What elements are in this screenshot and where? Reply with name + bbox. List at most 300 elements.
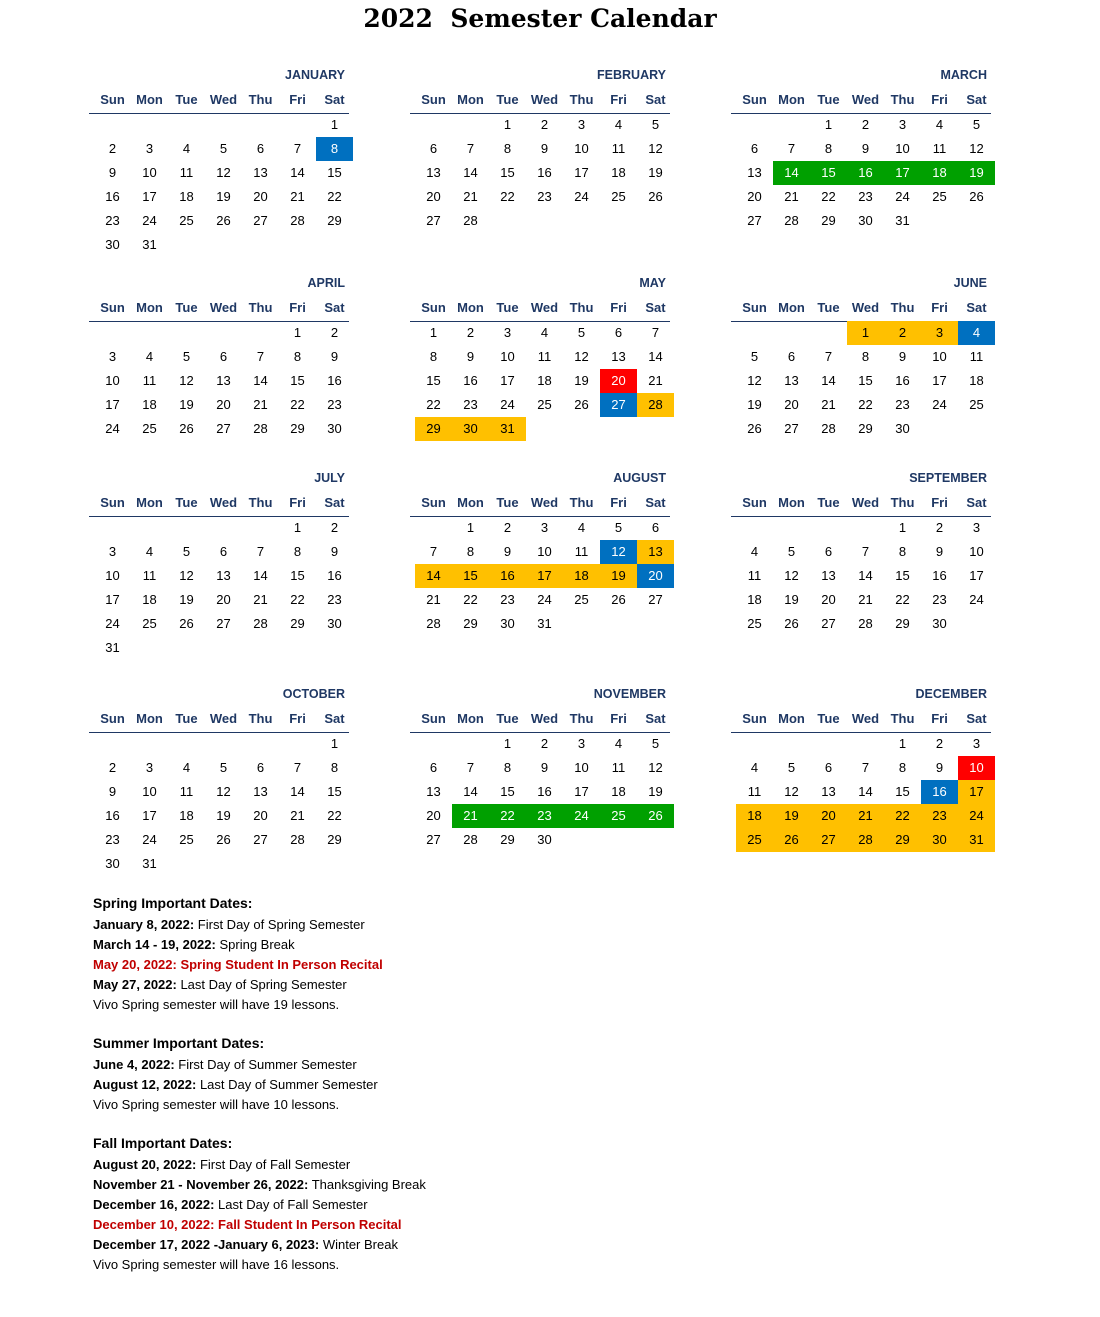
day-cell: 23 [105,213,120,228]
day-cell: 15 [290,373,305,388]
note-line [93,1075,793,1095]
day-cell: 25 [969,397,984,412]
day-cell: 11 [179,165,194,180]
day-cell: 26 [574,397,589,412]
month-name: SEPTEMBER [909,471,987,485]
weekday-label: Tue [817,495,840,510]
day-cell: 4 [750,760,759,775]
day-cell: 9 [108,165,117,180]
day-cell: 5 [182,544,191,559]
day-cell: 11 [747,568,762,583]
day-cell: 4 [750,544,759,559]
day-cell: 25 [574,592,589,607]
day-cell: 14 [858,568,873,583]
day-cell: 6 [256,760,265,775]
day-cell: 11 [611,760,626,775]
day-cell: 30 [858,213,873,228]
day-cell: 13 [216,373,231,388]
weekday-label: Mon [136,92,163,107]
day-cell: 30 [105,237,120,252]
day-cell: 26 [179,616,194,631]
day-cell-orange: 14 [415,564,452,588]
lesson-count-note [93,995,793,1015]
day-cell: 9 [935,760,944,775]
day-cell: 15 [327,165,342,180]
weekday-label: Fri [289,92,306,107]
day-cell: 24 [105,421,120,436]
day-cell: 10 [574,141,589,156]
day-cell: 10 [574,760,589,775]
note-text: Vivo Spring semester will have 16 lessons. [93,1257,340,1272]
note-line [93,1195,793,1215]
day-cell: 21 [290,808,305,823]
day-cell: 23 [895,397,910,412]
day-cell-orange: 23 [921,804,958,828]
weekday-label: Mon [778,300,805,315]
day-cell: 19 [179,397,194,412]
weekday-header [89,300,349,318]
note-date: December 17, 2022 -January 6, 2023: [93,1237,320,1252]
day-cell: 18 [179,808,194,823]
weekday-label: Sun [100,300,125,315]
day-cell: 22 [895,592,910,607]
weekday-label: Fri [610,711,627,726]
note-line [93,1055,793,1075]
note-date: November 21 - November 26, 2022: [93,1177,309,1192]
month-october [89,687,349,897]
weekday-label: Sun [421,92,446,107]
day-cell-green: 21 [452,804,489,828]
month-august [410,471,670,681]
note-date: December 16, 2022: [93,1197,215,1212]
day-cell: 7 [651,325,660,340]
weekday-label: Wed [530,495,559,510]
day-cell: 18 [179,189,194,204]
day-cell: 4 [540,325,549,340]
weekday-label: Wed [209,92,238,107]
weekday-header [410,711,670,729]
day-cell: 9 [330,544,339,559]
note-text: Last Day of Fall Semester [214,1197,368,1212]
day-cell-green: 23 [526,804,563,828]
month-name: JUNE [953,276,987,290]
day-cell: 14 [290,784,305,799]
section-heading: Fall Important Dates: [93,1135,233,1151]
day-cell: 22 [463,592,478,607]
day-cell: 26 [179,421,194,436]
day-cell: 8 [330,760,339,775]
weekday-label: Tue [175,300,198,315]
day-cell: 3 [540,520,549,535]
day-cell: 22 [426,397,441,412]
lesson-count-note [93,1255,793,1275]
day-cell: 18 [142,592,157,607]
day-cell: 26 [784,616,799,631]
day-cell-orange: 22 [884,804,921,828]
day-cell-green: 15 [810,161,847,185]
day-cell: 11 [747,784,762,799]
day-cell: 17 [142,808,157,823]
day-cell: 8 [293,349,302,364]
weekday-label: Sun [742,711,767,726]
note-text: Winter Break [319,1237,398,1252]
weekday-label: Tue [817,711,840,726]
note-text: Vivo Spring semester will have 10 lessons. [93,1097,340,1112]
spring-dates-section [93,895,793,1015]
weekday-header [410,92,670,110]
day-cell: 30 [327,616,342,631]
day-cell: 1 [330,117,339,132]
month-name: MARCH [940,68,987,82]
day-cell: 23 [105,832,120,847]
weekday-label: Sun [421,495,446,510]
day-cell: 29 [858,421,873,436]
weekday-label: Sun [100,711,125,726]
day-cell: 4 [577,520,586,535]
weekday-label: Tue [175,92,198,107]
day-cell: 17 [105,592,120,607]
weekday-label: Sun [100,495,125,510]
day-cell: 1 [503,117,512,132]
weekday-header [731,495,991,513]
day-cell: 8 [503,760,512,775]
weekday-label: Wed [209,300,238,315]
weekday-label: Wed [851,300,880,315]
day-cell: 8 [824,141,833,156]
day-cell: 11 [537,349,552,364]
day-cell: 1 [293,325,302,340]
day-cell: 28 [858,616,873,631]
weekday-label: Thu [569,300,594,315]
weekday-label: Thu [890,495,915,510]
day-cell: 13 [821,568,836,583]
fall-dates-section [93,1135,793,1275]
day-cell: 12 [216,165,231,180]
day-cell: 23 [500,592,515,607]
weekday-label: Mon [136,711,163,726]
day-cell: 4 [614,117,623,132]
day-cell: 5 [651,736,660,751]
day-cell: 20 [747,189,762,204]
day-cell: 5 [182,349,191,364]
day-cell: 15 [858,373,873,388]
day-cell: 2 [935,520,944,535]
day-cell: 18 [611,165,626,180]
day-cell: 26 [216,832,231,847]
weekday-label: Wed [851,92,880,107]
day-cell: 23 [858,189,873,204]
day-cell: 9 [935,544,944,559]
day-cell-orange: 24 [958,804,995,828]
weekday-label: Fri [931,300,948,315]
day-cell: 5 [614,520,623,535]
day-cell-orange: 17 [526,564,563,588]
day-cell: 18 [537,373,552,388]
day-cell: 29 [290,616,305,631]
weekday-label: Tue [496,711,519,726]
day-cell-orange: 30 [452,417,489,441]
day-cell: 25 [179,213,194,228]
weekday-label: Mon [457,92,484,107]
day-cell: 18 [969,373,984,388]
weekday-label: Fri [931,711,948,726]
weekday-label: Sat [645,92,666,107]
day-cell: 16 [895,373,910,388]
day-cell: 12 [747,373,762,388]
day-cell-orange: 1 [847,321,884,345]
month-march [731,68,991,278]
day-cell: 29 [895,616,910,631]
day-cell: 14 [463,784,478,799]
day-cell-blue: 16 [921,780,958,804]
day-cell: 17 [932,373,947,388]
day-cell: 21 [253,397,268,412]
weekday-label: Mon [778,92,805,107]
day-cell: 2 [861,117,870,132]
day-cell-green: 14 [773,161,810,185]
weekday-label: Fri [610,92,627,107]
day-cell: 12 [784,784,799,799]
day-cell: 24 [969,592,984,607]
day-cell: 26 [611,592,626,607]
note-text: Vivo Spring semester will have 19 lessons. [93,997,340,1012]
weekday-label: Mon [778,711,805,726]
day-cell-orange: 13 [637,540,674,564]
day-cell: 6 [750,141,759,156]
page-title: 2022 Semester Calendar [363,4,717,33]
day-cell: 7 [256,544,265,559]
weekday-label: Tue [175,495,198,510]
note-text: First Day of Spring Semester [194,917,365,932]
day-cell: 27 [821,616,836,631]
day-cell: 16 [537,165,552,180]
month-name: JANUARY [285,68,345,82]
day-cell: 1 [429,325,438,340]
day-cell-orange: 3 [921,321,958,345]
day-cell-orange: 31 [958,828,995,852]
day-cell: 1 [824,117,833,132]
day-cell: 27 [253,832,268,847]
weekday-label: Sun [421,711,446,726]
day-cell: 26 [747,421,762,436]
weekday-label: Sat [966,92,987,107]
weekday-label: Thu [248,711,273,726]
weekday-label: Thu [890,711,915,726]
day-cell: 26 [648,189,663,204]
day-cell: 14 [858,784,873,799]
weekday-label: Wed [851,711,880,726]
weekday-label: Thu [248,300,273,315]
weekday-label: Wed [530,92,559,107]
weekday-label: Thu [248,495,273,510]
day-cell: 28 [784,213,799,228]
day-cell: 5 [219,141,228,156]
day-cell: 5 [972,117,981,132]
day-cell: 7 [824,349,833,364]
day-cell: 2 [466,325,475,340]
note-date: March 14 - 19, 2022: [93,937,216,952]
day-cell: 4 [935,117,944,132]
day-cell: 25 [932,189,947,204]
day-cell: 20 [821,592,836,607]
day-cell: 7 [256,349,265,364]
day-cell: 6 [256,141,265,156]
note-date: December 10, 2022: Fall Student In Person Recital [93,1217,402,1232]
day-cell: 21 [648,373,663,388]
important-dates [93,895,793,1295]
day-cell: 9 [540,760,549,775]
month-name: FEBRUARY [597,68,666,82]
day-cell: 17 [574,165,589,180]
day-cell: 30 [895,421,910,436]
day-cell: 1 [898,736,907,751]
day-cell-orange: 28 [847,828,884,852]
day-cell: 8 [429,349,438,364]
note-line [93,915,793,935]
day-cell-blue: 20 [637,564,674,588]
day-cell: 20 [253,189,268,204]
day-cell: 15 [327,784,342,799]
day-cell-blue: 12 [600,540,637,564]
note-line [93,1155,793,1175]
day-cell: 19 [648,784,663,799]
day-cell: 20 [426,189,441,204]
day-cell: 2 [330,325,339,340]
weekday-label: Sat [966,711,987,726]
note-text: Thanksgiving Break [308,1177,426,1192]
day-cell: 5 [787,544,796,559]
weekday-label: Sat [966,300,987,315]
day-cell-green: 16 [847,161,884,185]
day-cell: 3 [577,736,586,751]
weekday-label: Mon [136,300,163,315]
note-date: May 20, 2022: Spring Student In Person Recital [93,957,383,972]
day-cell: 25 [179,832,194,847]
weekday-label: Sun [421,300,446,315]
day-cell: 6 [429,141,438,156]
day-cell: 29 [821,213,836,228]
day-cell: 29 [327,832,342,847]
day-cell-orange: 18 [736,804,773,828]
day-cell: 7 [861,544,870,559]
day-cell: 28 [821,421,836,436]
day-cell: 12 [179,373,194,388]
day-cell: 12 [784,568,799,583]
day-cell: 12 [179,568,194,583]
weekday-label: Tue [817,92,840,107]
day-cell: 11 [142,568,157,583]
day-cell: 9 [466,349,475,364]
day-cell: 8 [898,760,907,775]
day-cell: 13 [747,165,762,180]
day-cell: 5 [787,760,796,775]
day-cell: 16 [537,784,552,799]
summer-dates-section [93,1035,793,1115]
day-cell: 1 [898,520,907,535]
month-may [410,276,670,486]
day-cell: 12 [574,349,589,364]
day-cell: 21 [858,592,873,607]
day-cell: 28 [253,616,268,631]
weekday-label: Sat [324,711,345,726]
day-cell-orange: 28 [637,393,674,417]
day-cell: 20 [784,397,799,412]
day-cell-orange: 18 [563,564,600,588]
day-cell: 24 [500,397,515,412]
day-cell-green: 25 [600,804,637,828]
day-cell: 15 [895,568,910,583]
day-cell: 12 [969,141,984,156]
weekday-label: Fri [610,300,627,315]
day-cell: 30 [327,421,342,436]
note-text: Last Day of Summer Semester [196,1077,378,1092]
day-cell: 9 [108,784,117,799]
day-cell: 29 [500,832,515,847]
day-cell-green: 22 [489,804,526,828]
weekday-label: Mon [778,495,805,510]
day-cell: 25 [747,616,762,631]
day-cell: 14 [821,373,836,388]
day-cell: 24 [142,213,157,228]
recital-note [93,955,793,975]
weekday-label: Thu [569,92,594,107]
day-cell: 23 [463,397,478,412]
day-cell: 7 [787,141,796,156]
day-cell: 11 [932,141,947,156]
note-date: January 8, 2022: [93,917,195,932]
day-cell: 1 [330,736,339,751]
day-cell: 17 [969,568,984,583]
day-cell: 21 [290,189,305,204]
weekday-label: Fri [931,495,948,510]
month-name: JULY [314,471,345,485]
weekday-label: Thu [890,92,915,107]
day-cell: 1 [466,520,475,535]
section-heading: Spring Important Dates: [93,895,253,911]
day-cell: 31 [142,237,157,252]
month-june [731,276,991,486]
day-cell: 19 [216,808,231,823]
day-cell: 21 [784,189,799,204]
note-line [93,935,793,955]
weekday-header [731,92,991,110]
weekday-label: Sun [742,300,767,315]
weekday-label: Sun [742,495,767,510]
day-cell: 19 [747,397,762,412]
day-cell-green: 26 [637,804,674,828]
note-line [93,1175,793,1195]
month-december [731,687,991,897]
day-cell: 14 [463,165,478,180]
weekday-label: Thu [569,495,594,510]
day-cell-orange: 19 [600,564,637,588]
day-cell: 6 [651,520,660,535]
month-april [89,276,349,486]
day-cell: 24 [932,397,947,412]
day-cell: 21 [426,592,441,607]
day-cell: 13 [253,784,268,799]
weekday-label: Sun [100,92,125,107]
weekday-label: Fri [289,711,306,726]
day-cell: 4 [182,760,191,775]
note-line [93,975,793,995]
day-cell: 19 [179,592,194,607]
day-cell: 22 [500,189,515,204]
weekday-label: Wed [530,300,559,315]
weekday-label: Tue [817,300,840,315]
month-name: AUGUST [613,471,666,485]
day-cell: 25 [142,616,157,631]
